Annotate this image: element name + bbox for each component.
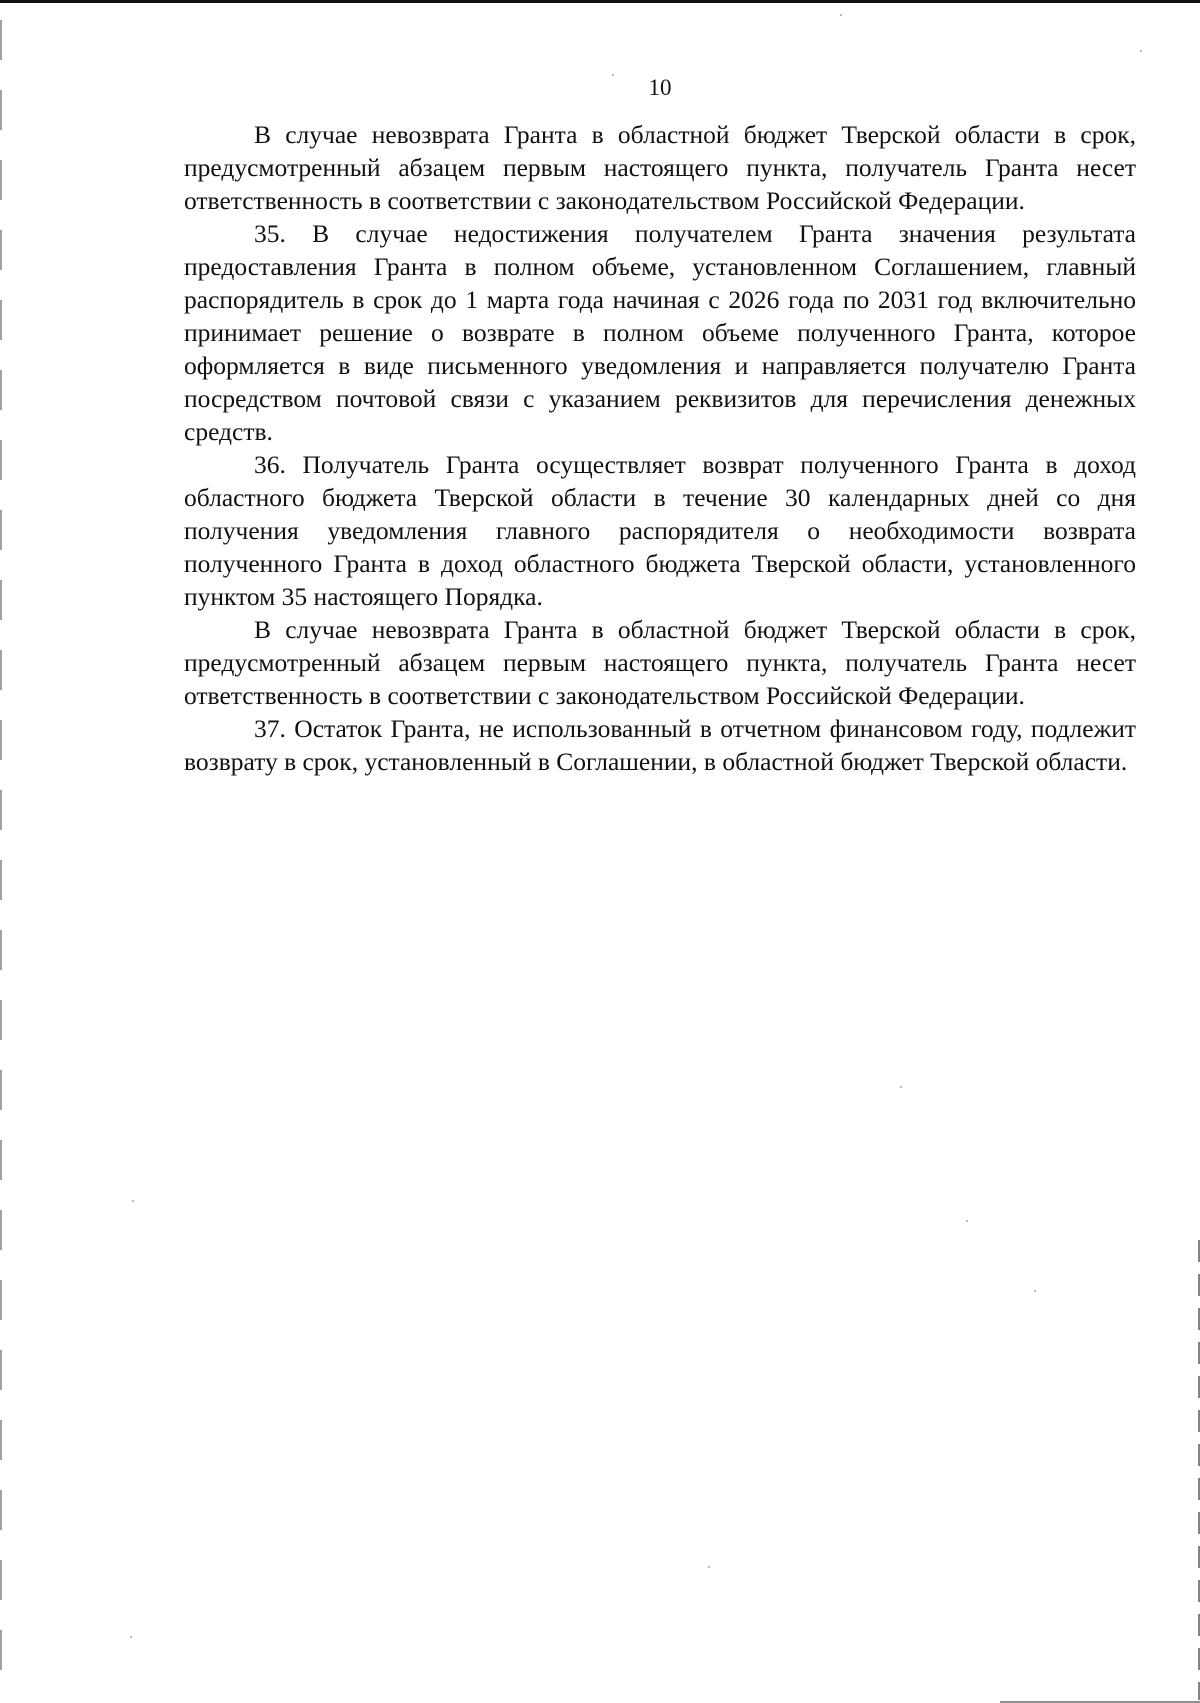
page-number: 10 [648, 75, 672, 100]
scan-speck [130, 1636, 132, 1638]
paragraph-item-37: 37. Остаток Гранта, не использованный в отчетном финансовом году, подлежит возврату в срок, установленный в Соглашении, в областной бюджет Тверской области. [184, 714, 1136, 776]
scan-speck [132, 1200, 134, 1202]
scan-speck [708, 1566, 710, 1568]
paragraph-grant-nonreturn-liability: В случае невозврата Гранта в областной бюджет Тверской области в срок, предусмотренный абзацем первым настоящего пункта, получатель Гранта несет ответственность в соответствии с законодательством Российской Федерации. [184, 120, 1136, 215]
scan-speck [840, 14, 842, 16]
scan-left-edge [0, 20, 2, 1680]
paragraph-item-35: 35. В случае недостижения получателем Гранта значения результата предоставления Гранта в полном объеме, установленном Соглашением, главный распорядитель в срок до 1 марта года начиная с 2026 года по 2031 год включительно принимает решение о возврате в полном объеме полученного Гранта, которое оформляется в виде письменного уведомления и направляется получателю Гранта посредством почтовой связи с указанием реквизитов для перечисления денежных средств. [184, 219, 1136, 446]
document-body [184, 118, 1136, 778]
scan-top-edge [0, 0, 1200, 3]
paragraph-item-36: 36. Получатель Гранта осуществляет возврат полученного Гранта в доход областного бюджета Тверской области в течение 30 календарных дней со дня получения уведомления главного распорядителя о необходимости возврата полученного Гранта в доход областного бюджета Тверской области, установленного пунктом 35 настоящего Порядка. [184, 450, 1136, 611]
scan-speck [966, 1220, 968, 1222]
scan-speck [1034, 1290, 1036, 1292]
paragraph-item-36-liability: В случае невозврата Гранта в областной бюджет Тверской области в срок, предусмотренный абзацем первым настоящего пункта, получатель Гранта несет ответственность в соответствии с законодательством Российской Федерации. [184, 615, 1136, 710]
scan-speck [1140, 50, 1142, 52]
scan-speck [900, 1086, 902, 1088]
